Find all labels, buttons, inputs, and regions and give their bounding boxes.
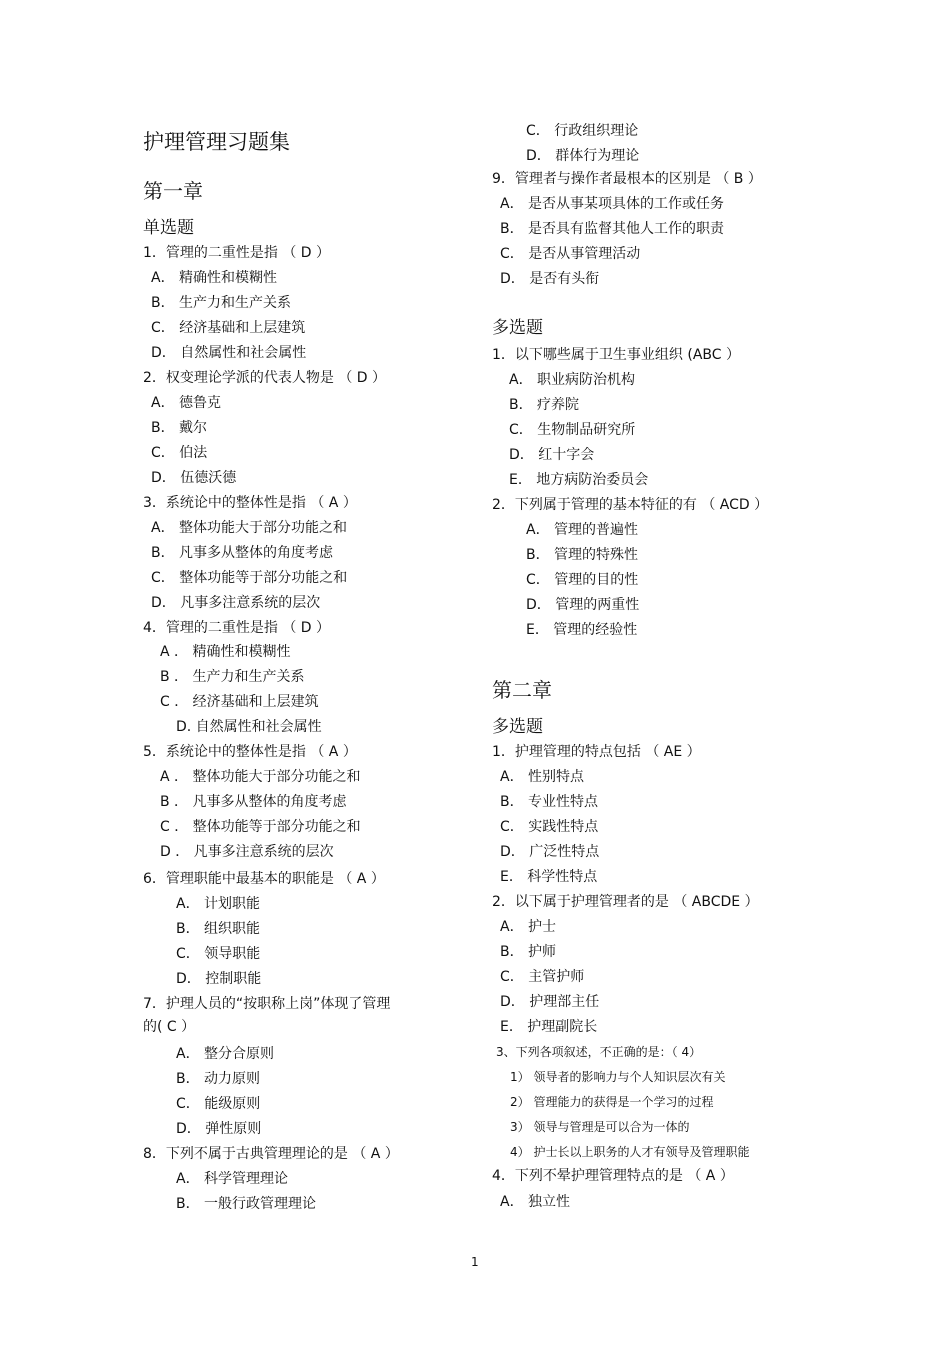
option-line: A． 管理的普遍性: [526, 522, 639, 538]
option-line: E． 地方病防治委员会: [509, 472, 649, 488]
option-line: A． 科学管理理论: [176, 1171, 289, 1187]
question-line: 3、下列各项叙述，不正确的是：（ 4）: [496, 1045, 702, 1059]
option-line: D. 自然属性和社会属性: [176, 719, 322, 735]
option-line: B ． 凡事多从整体的角度考虑: [160, 794, 347, 810]
option-line: E． 管理的经验性: [526, 622, 638, 638]
option-line: C． 实践性特点: [500, 819, 599, 835]
option-line: B． 凡事多从整体的角度考虑: [151, 545, 334, 561]
option-line: D． 弹性原则: [176, 1121, 262, 1137]
question-line: 3．系统论中的整体性是指 （ A ）: [143, 495, 357, 511]
option-line: C ． 经济基础和上层建筑: [160, 694, 319, 710]
option-line: D． 伍德沃德: [151, 470, 237, 486]
option-line: A． 是否从事某项具体的工作或任务: [500, 196, 725, 212]
option-line: C． 伯法: [151, 445, 208, 461]
statement-line: 4） 护士长以上职务的人才有领导及管理职能: [510, 1145, 750, 1159]
option-line: B． 护师: [500, 944, 557, 960]
option-line: A ． 整体功能大于部分功能之和: [160, 769, 361, 785]
option-line: A． 护士: [500, 919, 557, 935]
option-line: C． 能级原则: [176, 1096, 261, 1112]
option-line: B． 戴尔: [151, 420, 208, 436]
option-line: B ． 生产力和生产关系: [160, 669, 305, 685]
option-line: A． 职业病防治机构: [509, 372, 636, 388]
option-line: B． 疗养院: [509, 397, 580, 413]
question-line: 2．权变理论学派的代表人物是 （ D ）: [143, 370, 387, 386]
question-line: 6．管理职能中最基本的职能是 （ A ）: [143, 871, 385, 887]
option-line: A． 整分合原则: [176, 1046, 275, 1062]
question-line: 5．系统论中的整体性是指 （ A ）: [143, 744, 357, 760]
option-line: B． 是否具有监督其他人工作的职责: [500, 221, 725, 237]
statement-line: 1） 领导者的影响力与个人知识层次有关: [510, 1070, 726, 1084]
statement-line: 3） 领导与管理是可以合为一体的: [510, 1120, 690, 1134]
question-line: 4．下列不晕护理管理特点的是 （ A ）: [492, 1168, 734, 1184]
option-line: B． 组织职能: [176, 921, 261, 937]
option-line: D． 控制职能: [176, 971, 262, 987]
option-line: D． 群体行为理论: [526, 148, 640, 164]
question-line: 4．管理的二重性是指 （ D ）: [143, 620, 331, 636]
chapter-2-heading: 第二章: [492, 678, 552, 702]
question-line: 的( C ）: [143, 1019, 196, 1035]
question-line: 8．下列不属于古典管理理论的是 （ A ）: [143, 1146, 399, 1162]
option-line: C． 领导职能: [176, 946, 261, 962]
option-line: A． 精确性和模糊性: [151, 270, 278, 286]
option-line: B． 动力原则: [176, 1071, 261, 1087]
option-line: D． 管理的两重性: [526, 597, 640, 613]
multi-choice-heading: 多选题: [492, 318, 543, 338]
question-line: 7．护理人员的“按职称上岗”体现了管理: [143, 996, 391, 1012]
question-line: 2．下列属于管理的基本特征的有 （ ACD ）: [492, 497, 769, 513]
option-line: C． 生物制品研究所: [509, 422, 636, 438]
option-line: D． 广泛性特点: [500, 844, 600, 860]
option-line: C． 管理的目的性: [526, 572, 639, 588]
option-line: E． 科学性特点: [500, 869, 598, 885]
option-line: E． 护理副院长: [500, 1019, 598, 1035]
option-line: B． 专业性特点: [500, 794, 599, 810]
option-line: D ． 凡事多注意系统的层次: [160, 844, 334, 860]
option-line: A． 整体功能大于部分功能之和: [151, 520, 348, 536]
option-line: B． 管理的特殊性: [526, 547, 639, 563]
statement-line: 2） 管理能力的获得是一个学习的过程: [510, 1095, 714, 1109]
option-line: C． 是否从事管理活动: [500, 246, 641, 262]
option-line: A． 德鲁克: [151, 395, 222, 411]
question-line: 1．以下哪些属于卫生事业组织 (ABC ）: [492, 347, 740, 363]
question-line: 9．管理者与操作者最根本的区别是 （ B ）: [492, 171, 762, 187]
option-line: A． 独立性: [500, 1194, 571, 1210]
option-line: C ． 整体功能等于部分功能之和: [160, 819, 361, 835]
question-line: 1．护理管理的特点包括 （ AE ）: [492, 744, 701, 760]
option-line: A． 计划职能: [176, 896, 261, 912]
option-line: C． 整体功能等于部分功能之和: [151, 570, 348, 586]
option-line: B． 生产力和生产关系: [151, 295, 292, 311]
question-line: 2．以下属于护理管理者的是 （ ABCDE ）: [492, 894, 759, 910]
option-line: C． 行政组织理论: [526, 123, 639, 139]
option-line: D． 凡事多注意系统的层次: [151, 595, 321, 611]
option-line: B． 一般行政管理理论: [176, 1196, 317, 1212]
option-line: A． 性别特点: [500, 769, 585, 785]
option-line: D． 是否有头衔: [500, 271, 600, 287]
option-line: D． 护理部主任: [500, 994, 600, 1010]
page-number: 1: [471, 1255, 479, 1269]
multi-choice-heading: 多选题: [492, 717, 543, 737]
option-line: D． 红十字会: [509, 447, 595, 463]
option-line: D． 自然属性和社会属性: [151, 345, 307, 361]
option-line: C． 经济基础和上层建筑: [151, 320, 306, 336]
document-title: 护理管理习题集: [143, 130, 290, 154]
option-line: A ． 精确性和模糊性: [160, 644, 291, 660]
single-choice-heading: 单选题: [143, 218, 194, 238]
question-line: 1．管理的二重性是指 （ D ）: [143, 245, 331, 261]
chapter-1-heading: 第一章: [143, 179, 203, 203]
option-line: C． 主管护师: [500, 969, 585, 985]
